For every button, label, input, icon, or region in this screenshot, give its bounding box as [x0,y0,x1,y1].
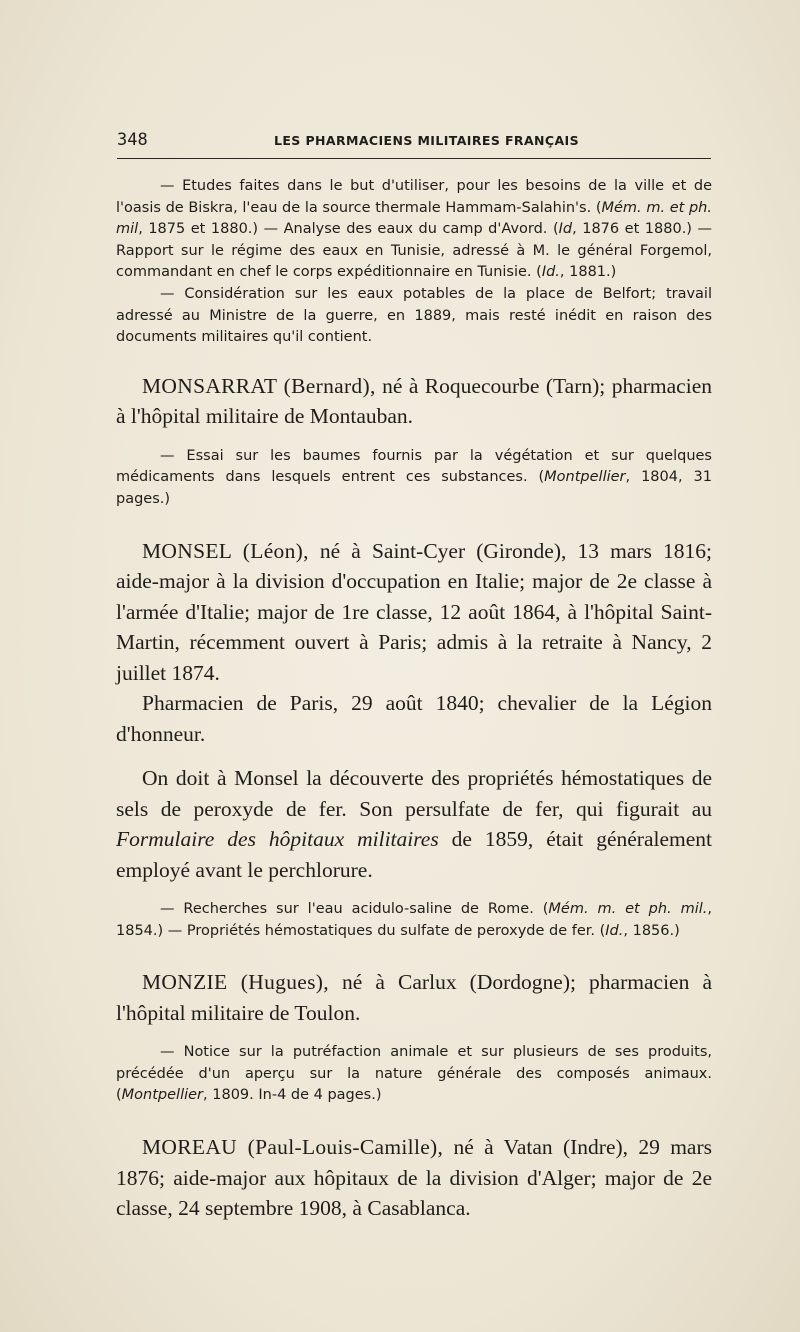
paragraph-monzie-works: — Notice sur la putréfaction animale et sur plusieurs de ses produits, précédée d'un aperçu sur la nature générale des composés animaux. (Montpellier, 1809. In-4 de 4 pages.) [116,1044,712,1104]
entry-monsel: MONSEL (Léon), né à Saint-Cyer (Gironde), 13 mars 1816; aide-major à la division d'occupation en Italie; major de 2e classe à l'armée d'Italie; major de 1re classe, 12 août 1864, à l'hôpital Saint-Martin, récemment ouvert à Paris; admis à la retraite à Nancy, 2 juillet 1874. [116,538,712,685]
entry-monsarrat: MONSARRAT (Bernard), né à Roquecourbe (Tarn); pharmacien à l'hôpital militaire de Montauban. [116,373,712,429]
paragraph-monsel-discovery: On doit à Monsel la découverte des propriétés hémostatiques de sels de peroxyde de fer. Son persulfate de fer, qui figurait au Formulaire des hôpitaux militaires de 1859, était généralement employé avant le perchlorure. [116,766,712,882]
running-title: LES PHARMACIENS MILITAIRES FRANÇAIS [274,133,579,148]
entry-moreau: MOREAU (Paul-Louis-Camille), né à Vatan (Indre), 29 mars 1876; aide-major aux hôpitaux de la division d'Alger; major de 2e classe, 24 septembre 1908, à Casablanca. [116,1135,713,1220]
paragraph-works-list: — Etudes faites dans le but d'utiliser, pour les besoins de la ville et de l'oasis de Biskra, l'eau de la source thermale Hammam-Salahin's. (Mém. m. et ph. mil, 1875 et 1880.) — Analyse des eaux du camp d'Avord. (Id, 1876 et 1880.) — Rapport sur le régime des eaux en Tunisie, adressé à M. le général Forgemol, commandant en chef le corps expéditionnaire en Tunisie. (Id., 1881.) [116,178,712,281]
header-rule [117,158,711,159]
entry-name: MONSARRAT (Bernard), [142,373,376,398]
paragraph-belfort-waters: — Considération sur les eaux potables de la place de Belfort; travail adressé au Ministre de la guerre, en 1889, mais resté inédit en raison des documents militaires qu'il contient. [116,285,712,346]
paragraph-monsel-works: — Recherches sur l'eau acidulo-saline de Rome. (Mém. m. et ph. mil., 1854.) — Propriétés hémostatiques du sulfate de peroxyde de fer. (Id., 1856.) [116,901,712,939]
entry-name: MONZIE (Hugues), [142,970,329,995]
paragraph-monsarrat-works: — Essai sur les baumes fournis par la végétation et sur quelques médicaments dans lesquels entrent ces substances. (Montpellier, 1804, 31 pages.) [116,447,712,507]
page-number: 348 [117,130,148,150]
paragraph-monsel-pharmacien: Pharmacien de Paris, 29 août 1840; chevalier de la Légion d'honneur. [116,691,712,746]
entry-name: MOREAU (Paul-Louis-Camille), [142,1135,444,1159]
entry-monzie: MONZIE (Hugues), né à Carlux (Dordogne); pharmacien à l'hôpital militaire de Toulon. [116,970,712,1025]
page-body [116,176,712,1224]
page-header [117,128,711,158]
entry-name: MONSEL (Léon), [142,538,309,563]
